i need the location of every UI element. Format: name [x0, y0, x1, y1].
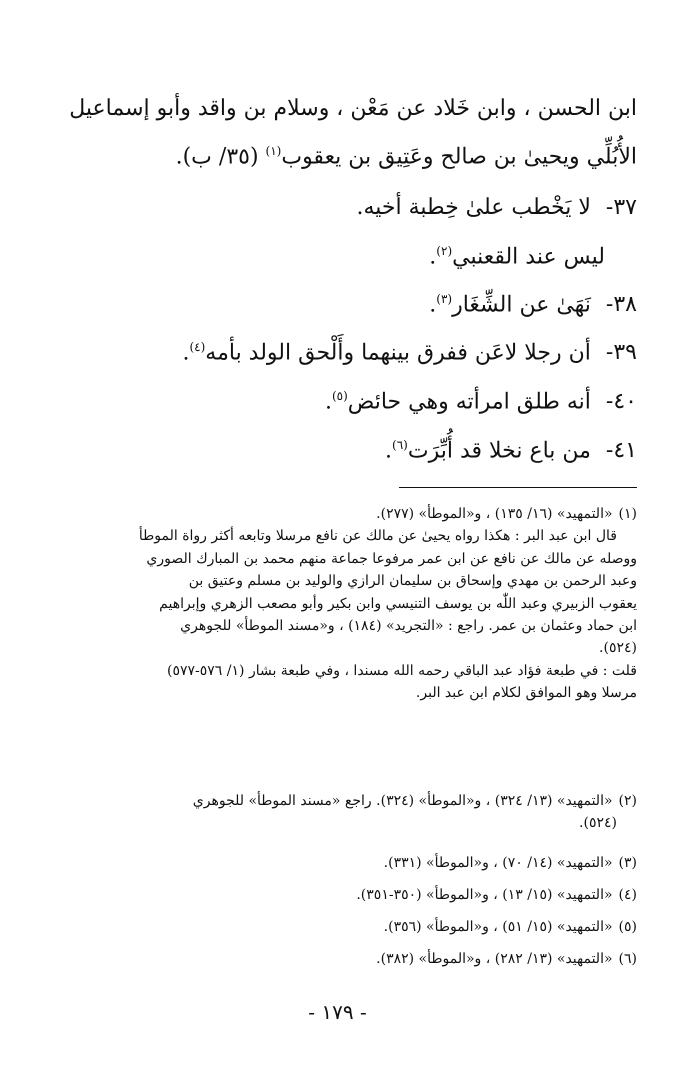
footnote-text: «التمهيد» (١٦/ ١٣٥) ، و«الموطأ» (٢٧٧).: [376, 506, 613, 522]
footnote-6: [37, 948, 637, 970]
punctuation: .: [385, 438, 393, 464]
item-37: [37, 195, 637, 221]
footnote-label: (٤): [618, 887, 637, 903]
footnote-text: قال ابن عبد البر : هكذا رواه يحيىٰ عن مالك عن نافع مرسلا وتابعه أكثر رواة الموطأ: [138, 528, 617, 545]
footnote-text: وعبد الرحمن بن مهدي وإسحاق بن سليمان الرازي والوليد بن مسلم وعتيق بن: [188, 573, 637, 590]
footnote-text: ابن حماد وعثمان بن عمر. راجع : «التجريد» (١٨٤) ، و«مسند الموطأ» للجوهري: [180, 617, 637, 634]
footnote-text: «التمهيد» (١٥/ ٥١) ، و«الموطأ» (٣٥٦).: [383, 919, 613, 935]
item-40: [37, 389, 637, 416]
footnote-text: مرسلا وهو الموافق لكلام ابن عبد البر.: [415, 685, 637, 702]
item-38: [37, 292, 637, 319]
footnote-text: (٥٢٤).: [599, 640, 637, 657]
main-text: ابن الحسن ، وابن خَلاد عن مَعْن ، وسلام بن واقد وأبو إسماعيل: [69, 96, 637, 121]
item-text: من باع نخلا قد أُبِّرَت: [407, 438, 591, 464]
footnote-label: (٥): [618, 919, 637, 935]
footnote-text: (٥٢٤).: [579, 815, 617, 832]
item-number: ٤١-: [605, 438, 637, 464]
item-37-note: [5, 244, 605, 271]
footnote-label: (٢): [618, 793, 637, 809]
main-text: الأُبُلِّي ويحيىٰ بن صالح وعَتِيق بن يعقوب: [281, 144, 637, 170]
punctuation: .: [324, 389, 332, 415]
footnote-separator: [399, 487, 637, 488]
footnote-ref-6: (٦): [392, 438, 408, 452]
footnote-text: «التمهيد» (١٣/ ٣٢٤) ، و«الموطأ» (٣٢٤). راجع «مسند الموطأ» للجوهري: [192, 793, 613, 809]
item-number: ٣٩-: [605, 340, 637, 366]
main-text-line-1: [37, 96, 637, 122]
footnote-text: ووصله عن مالك عن نافع عن ابن عمر مرفوعا جماعة منهم محمد بن المبارك الصوري: [146, 550, 637, 567]
item-39: [37, 340, 637, 367]
footnote-text: «التمهيد» (١٤/ ٧٠) ، و«الموطأ» (٣٣١).: [383, 855, 613, 871]
footnote-2: [37, 790, 637, 835]
item-text: لا يَخْطب علىٰ خِطبة أخيه.: [356, 195, 591, 220]
item-text: أن رجلا لاعَن ففرق بينهما وأَلْحق الولد بأمه: [205, 340, 591, 366]
footnote-ref-4: (٤): [189, 340, 206, 354]
footnote-3: [37, 852, 637, 874]
footnote-label: (١): [618, 506, 637, 522]
punctuation: .: [182, 340, 190, 366]
footnote-ref-3: (٣): [436, 292, 453, 306]
item-text: نَهَىٰ عن الشِّغَار: [452, 292, 591, 318]
footnote-text: «التمهيد» (١٥/ ١٣) ، و«الموطأ» (٣٥٠-٣٥١).: [356, 887, 613, 903]
footnote-ref-5: (٥): [331, 389, 348, 403]
footnote-ref-2: (٢): [436, 244, 453, 258]
footnote-4: [37, 884, 637, 906]
item-text: أنه طلق امرأته وهي حائض: [347, 389, 591, 415]
punctuation: .: [429, 292, 437, 318]
punctuation: .: [429, 244, 437, 270]
footnote-ref-1: (١): [265, 144, 282, 158]
item-number: ٤٠-: [605, 389, 637, 415]
item-41: [37, 438, 637, 465]
item-number: ٣٨-: [605, 292, 637, 318]
footnote-text: قلت : في طبعة فؤاد عبد الباقي رحمه الله مسندا ، وفي طبعة بشار (١/ ٥٧٦-٥٧٧): [167, 662, 637, 679]
note-text: ليس عند القعنبي: [452, 244, 605, 270]
footnote-1: [37, 503, 637, 705]
item-number: ٣٧-: [605, 195, 637, 220]
page-number: - ١٧٩ -: [308, 1000, 367, 1024]
footnote-label: (٦): [618, 951, 637, 967]
main-text-line-2: [37, 144, 637, 171]
footnote-label: (٣): [618, 855, 637, 871]
footnote-5: [37, 916, 637, 938]
footnote-text: يعقوب الزبيري وعبد اللّٰه بن يوسف التنيسي وابن بكير وأبو مصعب الزهري وإبراهيم: [159, 595, 637, 612]
folio-ref: (٣٥/ ب).: [175, 144, 266, 170]
footnote-text: «التمهيد» (١٣/ ٢٨٢) ، و«الموطأ» (٣٨٢).: [376, 951, 613, 967]
